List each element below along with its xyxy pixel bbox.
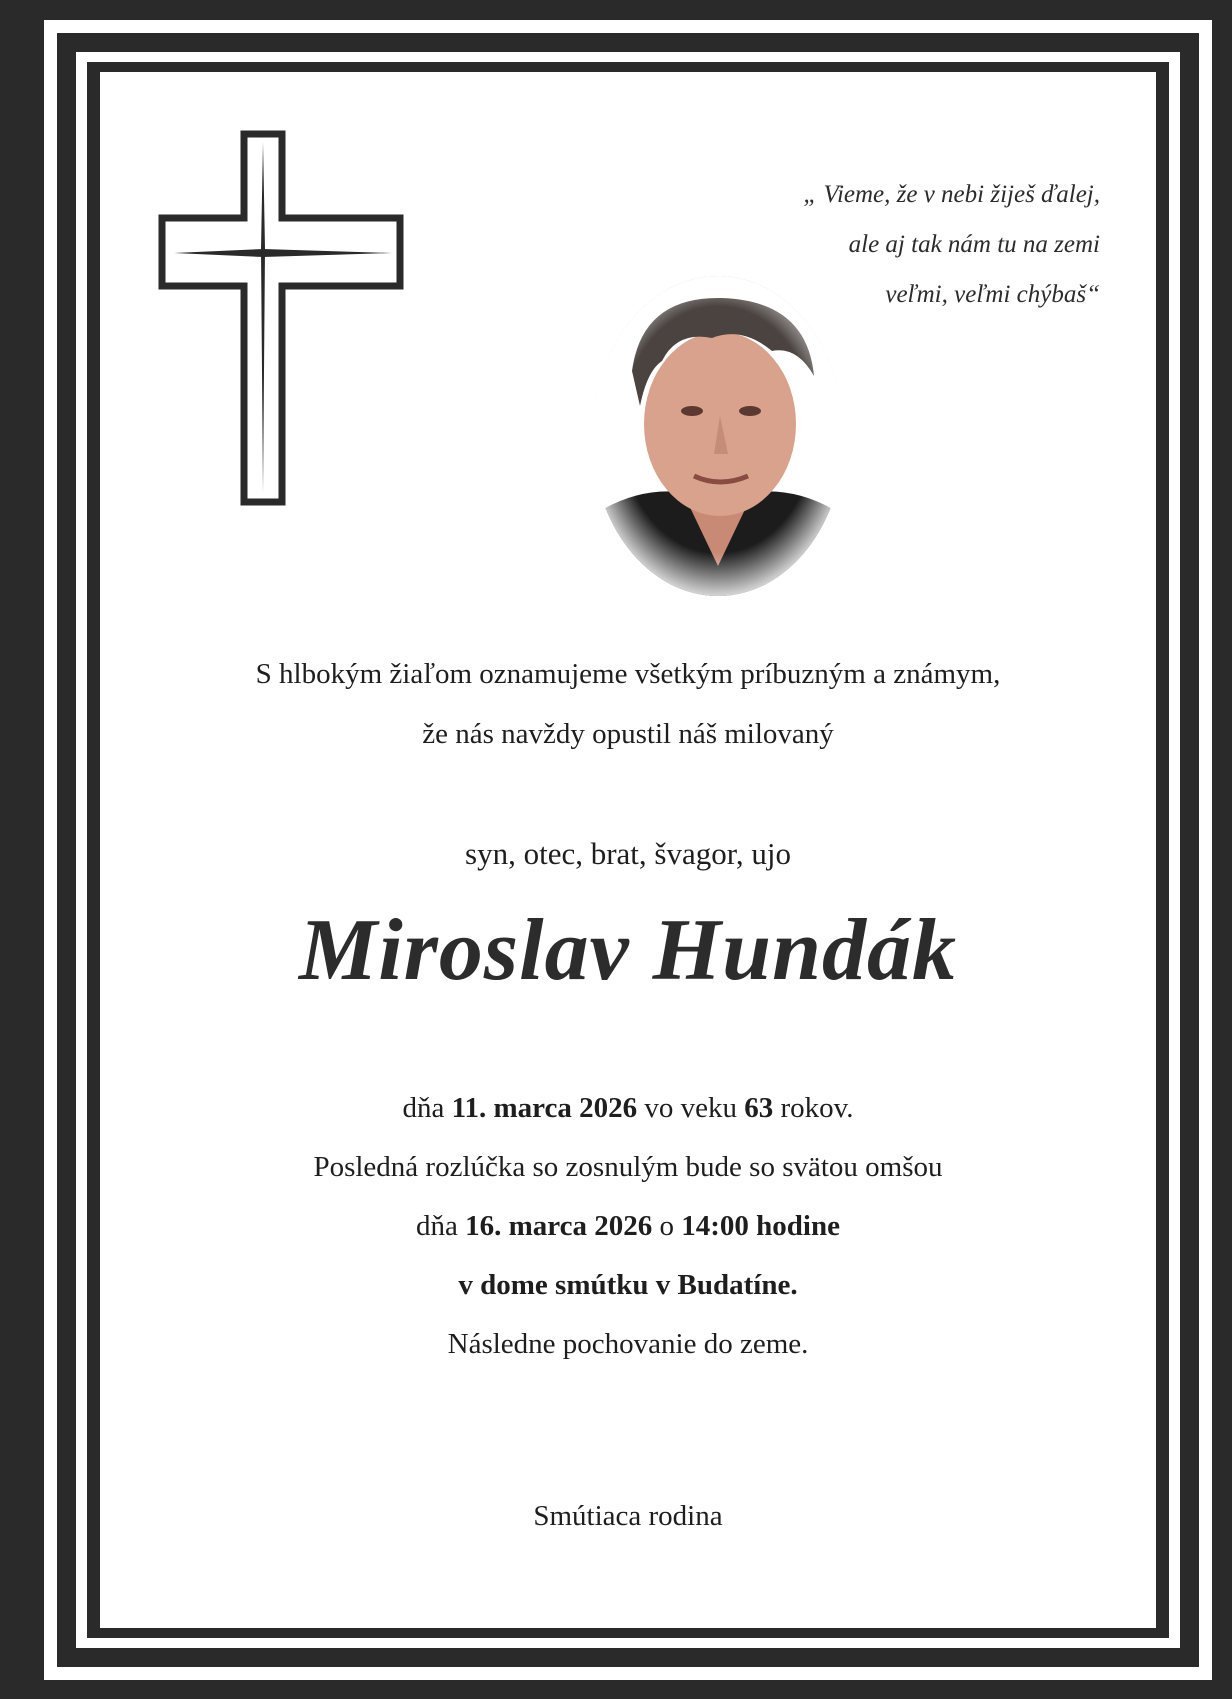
quote-line: „ Vieme, že v nebi žiješ ďalej, <box>803 181 1100 208</box>
announcement-line: S hlbokým žiaľom oznamujeme všetkým príbuzným a známym, <box>255 658 1001 690</box>
death-prefix: dňa <box>402 1092 445 1124</box>
cross-icon <box>156 128 406 508</box>
death-middle: vo veku <box>644 1092 737 1124</box>
farewell-time: 14:00 hodine <box>681 1210 840 1242</box>
deceased-name: Miroslav Hundák <box>298 902 958 999</box>
death-date: 11. marca 2026 <box>451 1092 638 1124</box>
portrait-illustration <box>592 276 844 596</box>
quote-line: ale aj tak nám tu na zemi <box>848 231 1100 258</box>
burial-line: Následne pochovanie do zeme. <box>447 1328 809 1360</box>
signature: Smútiaca rodina <box>533 1500 723 1532</box>
farewell-date: 16. marca 2026 <box>465 1210 653 1242</box>
farewell-datetime <box>100 1210 1156 1243</box>
death-suffix: rokov. <box>780 1092 854 1124</box>
farewell-middle: o <box>659 1210 675 1242</box>
death-details <box>100 1092 1156 1125</box>
death-age: 63 <box>744 1092 774 1124</box>
announcement-line: že nás navždy opustil náš milovaný <box>422 718 834 750</box>
farewell-line: Posledná rozlúčka so zosnulým bude so svätou omšou <box>313 1151 943 1183</box>
portrait-photo <box>592 276 844 596</box>
relations-line: syn, otec, brat, švagor, ujo <box>465 836 791 871</box>
farewell-prefix: dňa <box>416 1210 458 1242</box>
farewell-place: v dome smútku v Budatíne. <box>458 1269 798 1301</box>
quote-line: veľmi, veľmi chýbaš“ <box>885 281 1100 308</box>
